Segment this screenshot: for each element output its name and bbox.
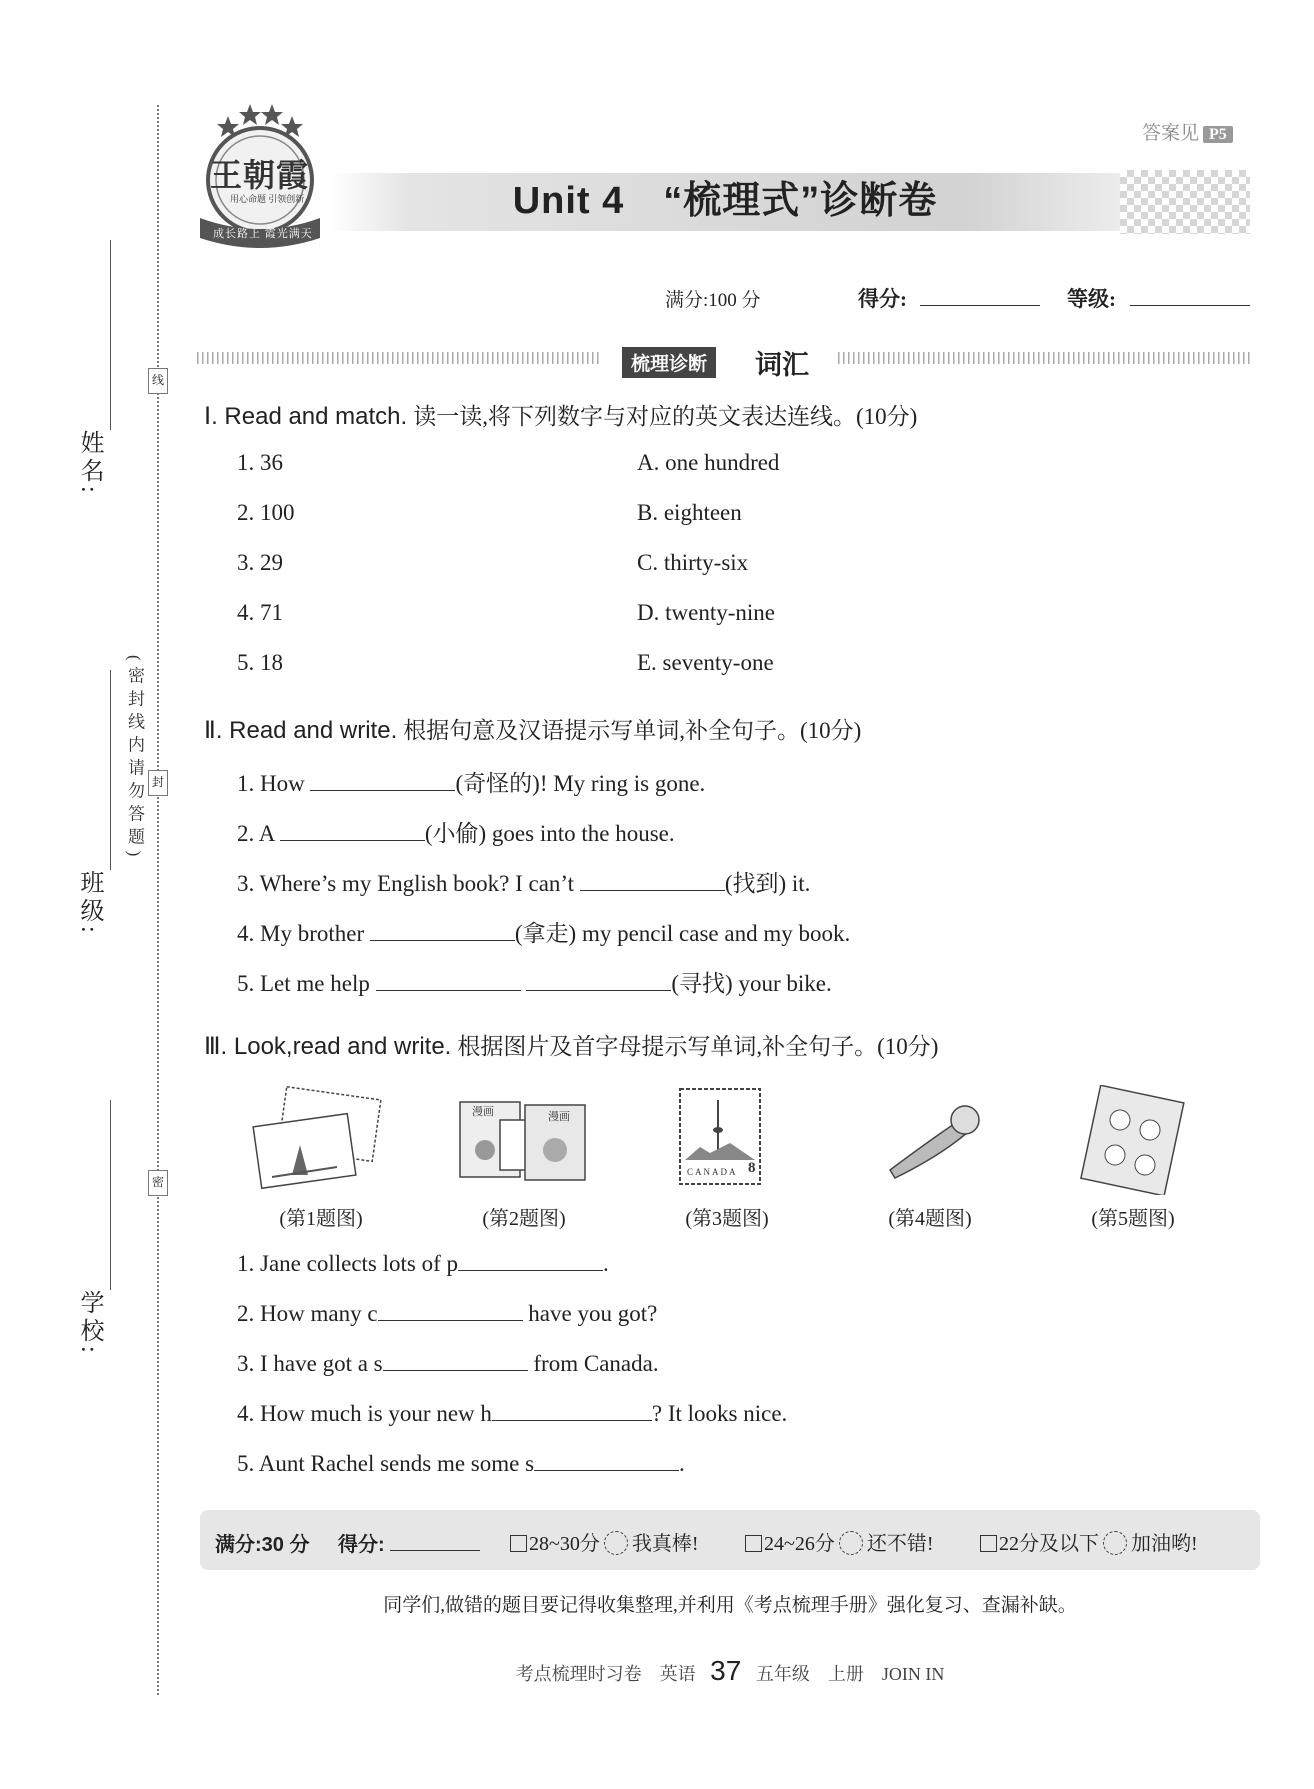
title-checker-decoration (1120, 170, 1250, 234)
q3-item: 2. How many c have you got? (237, 1301, 658, 1326)
school-field[interactable] (110, 1100, 111, 1290)
section-title: 词汇 (755, 350, 809, 380)
answer-blank[interactable] (492, 1400, 652, 1421)
q2-item: 5. Let me help (寻找) your bike. (237, 971, 832, 996)
comic-label: 漫画 (548, 1111, 570, 1123)
school-label: 学校: (76, 1290, 102, 1357)
q2-item: 3. Where’s my English book? I can’t (找到) it. (237, 871, 811, 896)
picture-caption: (第1题图) (279, 1208, 363, 1230)
binding-note: (密封线内请勿答题) (125, 655, 144, 863)
answer-blank[interactable] (458, 1250, 603, 1271)
logo-ribbon-text: 成长路上 霞光满天 (213, 228, 313, 240)
q2-item: 1. How (奇怪的)! My ring is gone. (237, 771, 706, 796)
class-label: 班级: (76, 870, 102, 937)
q2-item: 2. A (小偷) goes into the house. (237, 821, 675, 846)
q3-heading-en: Ⅲ. Look,read and write. (204, 1033, 452, 1060)
section-tag: 梳理诊断 (622, 347, 716, 378)
q1-left-item: 2. 100 (237, 500, 295, 525)
q1-left-item: 4. 71 (237, 600, 283, 625)
q1-right-item: B. eighteen (637, 500, 742, 525)
q1-left-item: 3. 29 (237, 550, 283, 575)
answer-blank[interactable] (534, 1450, 679, 1471)
answer-blank[interactable] (376, 970, 521, 991)
comic-label: 漫画 (472, 1106, 494, 1118)
q2-heading-zh: 根据句意及汉语提示写单词,补全句子。(10分) (403, 718, 862, 743)
q3-item: 3. I have got a s from Canada. (237, 1351, 659, 1376)
q3-item: 5. Aunt Rachel sends me some s . (237, 1451, 685, 1476)
score-field[interactable] (920, 285, 1040, 306)
q2-item: 4. My brother (拿走) my pencil case and my book. (237, 921, 851, 946)
name-label: 姓名: (76, 430, 102, 497)
answer-blank[interactable] (310, 770, 455, 791)
answer-blank[interactable] (378, 1300, 523, 1321)
binding-line (157, 105, 159, 1695)
canada-stamp-picture (670, 1085, 805, 1195)
answer-ref-label: 答案见 (1142, 123, 1200, 144)
section-full-score: 满分:30 分 (215, 1534, 310, 1556)
answer-blank[interactable] (580, 870, 725, 891)
hairclip-picture (880, 1090, 1015, 1200)
binding-mark-close: 密 (148, 1170, 168, 1196)
q1-right-item: A. one hundred (637, 450, 780, 475)
footer-series: 考点梳理时习卷 英语 (515, 1664, 696, 1684)
neutral-face-icon (839, 1531, 863, 1555)
q2-heading (204, 712, 861, 745)
stamp-value-label: 8 (748, 1160, 756, 1176)
q1-right-item: D. twenty-nine (637, 600, 775, 625)
q1-right-item: C. thirty-six (637, 550, 749, 575)
stickers-picture (1075, 1085, 1210, 1195)
grade-field[interactable] (1130, 285, 1250, 306)
binding-mark-seal: 封 (148, 770, 168, 796)
q1-heading-zh: 读一读,将下列数字与对应的英文表达连线。(10分) (413, 404, 918, 429)
answer-blank[interactable] (526, 970, 671, 991)
q3-item: 4. How much is your new h ? It looks nice. (237, 1401, 788, 1426)
answer-ref-page: P5 (1203, 126, 1233, 143)
stamp-country-label: CANADA (687, 1167, 738, 1177)
q1-heading (204, 398, 917, 431)
picture-caption: (第3题图) (685, 1208, 769, 1230)
answer-blank[interactable] (370, 920, 515, 941)
answer-blank[interactable] (383, 1350, 528, 1371)
full-score: 满分:100 分 (665, 290, 761, 311)
class-field[interactable] (110, 670, 111, 870)
page-number: 37 (710, 1655, 742, 1686)
score-label: 得分: (858, 287, 907, 311)
checkbox-icon (745, 1535, 762, 1552)
q3-item: 1. Jane collects lots of p . (237, 1251, 609, 1276)
checkbox-icon (510, 1535, 527, 1552)
banner-stripe-left (197, 352, 602, 364)
q3-heading (204, 1028, 938, 1061)
smile-face-icon (604, 1531, 628, 1555)
rating-option-3[interactable]: 22分及以下 加油哟! (980, 1527, 1198, 1556)
name-field[interactable] (110, 240, 111, 430)
checkbox-icon (980, 1535, 997, 1552)
rating-option-2[interactable]: 24~26分 还不错! (745, 1527, 934, 1556)
picture-caption: (第5题图) (1091, 1208, 1175, 1230)
picture-caption: (第2题图) (482, 1208, 566, 1230)
cheer-face-icon (1103, 1531, 1127, 1555)
q1-right-item: E. seventy-one (637, 650, 774, 675)
page-footer (200, 1655, 1260, 1687)
postcards-picture (252, 1085, 387, 1195)
page-title: Unit 4 “梳理式”诊断卷 (512, 180, 938, 222)
picture-caption: (第4题图) (888, 1208, 972, 1230)
footer-grade: 五年级 上册 JOIN IN (755, 1664, 945, 1684)
section-score-bar (200, 1510, 1260, 1570)
q1-left-item: 5. 18 (237, 650, 283, 675)
section-score-label: 得分: (338, 1534, 385, 1556)
binding-mark-line: 线 (148, 368, 168, 394)
section-score-field[interactable] (390, 1530, 480, 1551)
q3-heading-zh: 根据图片及首字母提示写单词,补全句子。(10分) (457, 1034, 939, 1059)
logo-subtitle: 用心命题 引领创新 (230, 194, 305, 204)
answer-blank[interactable] (280, 820, 425, 841)
q1-heading-en: Ⅰ. Read and match. (204, 403, 408, 430)
banner-stripe-right (838, 352, 1250, 364)
logo-name: 王朝霞 (210, 157, 310, 193)
answer-reference (1142, 118, 1233, 145)
q1-left-item: 1. 36 (237, 450, 283, 475)
q2-heading-en: Ⅱ. Read and write. (204, 717, 398, 744)
study-tip: 同学们,做错的题目要记得收集整理,并利用《考点梳理手册》强化复习、查漏补缺。 (383, 1595, 1077, 1616)
rating-option-1[interactable]: 28~30分 我真棒! (510, 1527, 699, 1556)
grade-label: 等级: (1067, 287, 1116, 311)
